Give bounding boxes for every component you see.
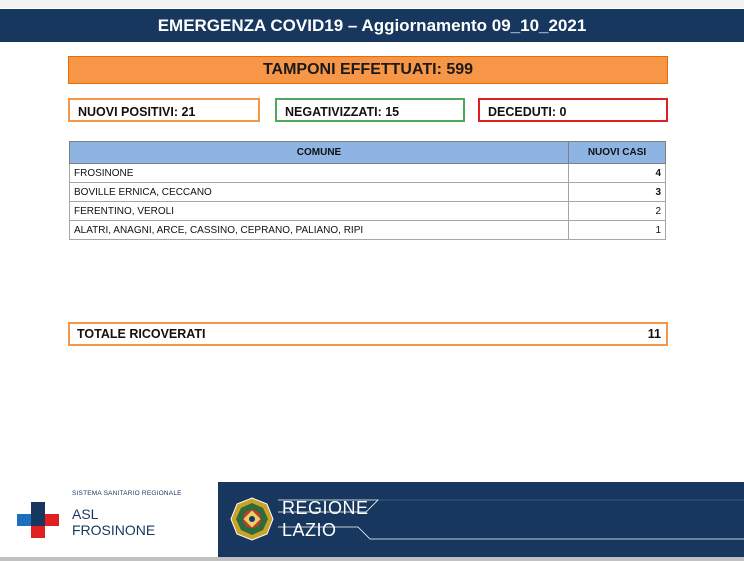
asl-frosinone-logo [0, 480, 218, 561]
comuni-table [69, 141, 666, 240]
regione-lazio-banner [218, 482, 744, 561]
negativizzati-box [275, 98, 465, 122]
lazio-text: LAZIO [282, 520, 337, 540]
casi-cell: 1 [569, 221, 666, 240]
negativizzati-label: NEGATIVIZZATI: 15 [285, 105, 400, 119]
deceduti-box [478, 98, 668, 122]
nuovi-positivi-label: NUOVI POSITIVI: 21 [78, 105, 196, 119]
tamponi-label: TAMPONI EFFETTUATI: 599 [262, 61, 474, 78]
comune-cell: BOVILLE ERNICA, CECCANO [70, 183, 569, 202]
totale-ricoverati-value: 11 [647, 327, 661, 341]
table-header-row [70, 142, 666, 164]
table-row [70, 183, 666, 202]
totale-ricoverati-box [68, 322, 668, 346]
page-title: EMERGENZA COVID19 – Aggiornamento 09_10_2021 [157, 16, 587, 35]
regione-lazio-seal-icon [230, 497, 274, 541]
comune-cell: FERENTINO, VEROLI [70, 202, 569, 221]
nuovi-positivi-box [68, 98, 260, 122]
table-row [70, 221, 666, 240]
casi-cell: 2 [569, 202, 666, 221]
table-row [70, 202, 666, 221]
casi-cell: 3 [569, 183, 666, 202]
asl-name-line2: FROSINONE [72, 522, 156, 538]
comune-cell: ALATRI, ANAGNI, ARCE, CASSINO, CEPRANO, PALIANO, RIPI [70, 221, 569, 240]
comune-cell: FROSINONE [70, 164, 569, 183]
casi-cell: 4 [569, 164, 666, 183]
page-title-bar [0, 9, 744, 42]
health-cross-icon [17, 502, 63, 540]
bottom-border [0, 557, 744, 561]
regione-text: REGIONE [282, 498, 369, 518]
top-border [0, 0, 744, 8]
asl-name-line1: ASL [72, 506, 99, 522]
table-row [70, 164, 666, 183]
asl-system-text: SISTEMA SANITARIO REGIONALE [72, 490, 182, 497]
totale-ricoverati-label: TOTALE RICOVERATI [77, 327, 206, 341]
deceduti-label: DECEDUTI: 0 [488, 105, 567, 119]
tamponi-banner [68, 56, 668, 84]
column-header-nuovi-casi: NUOVI CASI [569, 142, 666, 164]
column-header-comune: COMUNE [70, 142, 569, 164]
